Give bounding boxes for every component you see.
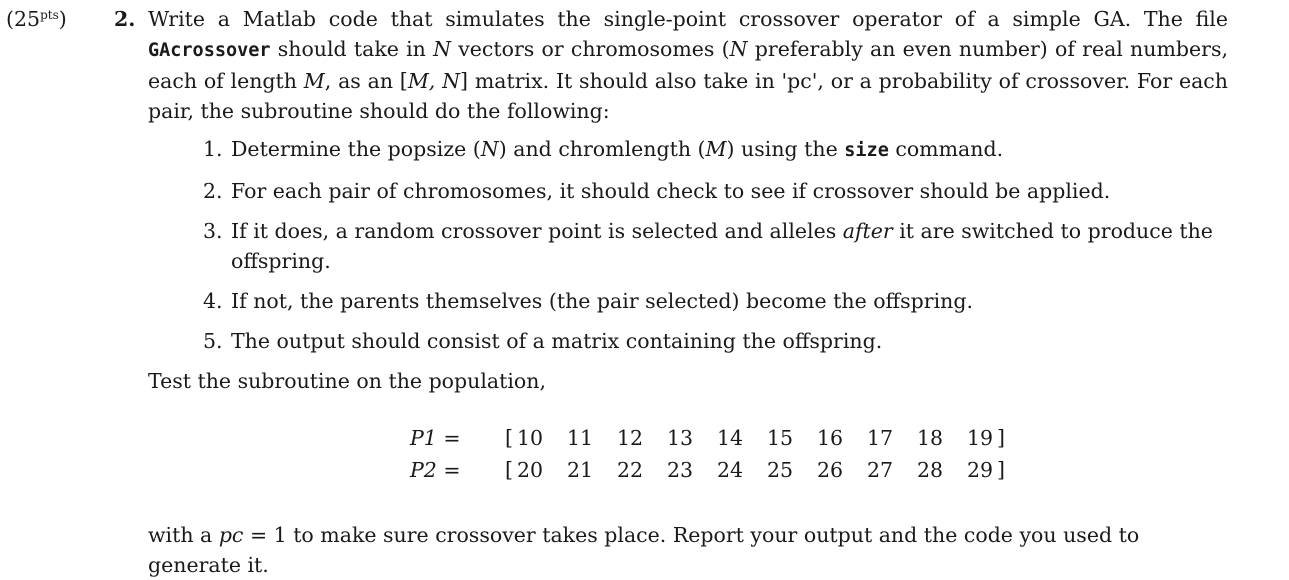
points-label [6, 4, 67, 34]
matrix-cell: 21 [567, 458, 594, 482]
close-bracket: ] [997, 458, 1005, 482]
step-1-text-b: ) and chromlength ( [498, 137, 706, 161]
intro-text-c: vectors or chromosomes ( [451, 37, 730, 61]
intro-text-d: preferably an even number) of real numbers, each of length [148, 37, 1228, 93]
step-3-text-b: it are switched to produce the offspring. [231, 219, 1213, 273]
test-instruction: Test the subroutine on the population, [148, 369, 546, 393]
matrix-cell: 15 [767, 426, 794, 450]
row-label: P2 = [410, 458, 461, 482]
matrix-cell: 10 [517, 426, 544, 450]
step-text: The output should consist of a matrix containing the offspring. [231, 329, 883, 353]
matrix-cell: 20 [517, 458, 544, 482]
population-matrix [410, 422, 1228, 486]
matrix-cell: 12 [617, 426, 644, 450]
row-label: P1 = [410, 426, 461, 450]
step-text: If not, the parents themselves (the pair selected) become the offspring. [231, 289, 973, 313]
question-intro [114, 4, 1228, 126]
closing-instruction [148, 520, 1228, 580]
matrix-cell: 17 [867, 426, 894, 450]
list-item [203, 134, 1228, 166]
var-m: M [303, 69, 325, 93]
points-close: ) [58, 7, 67, 31]
step-text [231, 216, 1228, 276]
steps-list [148, 134, 1228, 356]
var-pc: pc [218, 523, 244, 547]
matrix-cell: 23 [667, 458, 694, 482]
population-row-p2 [410, 454, 1228, 486]
matrix-cell: 11 [567, 426, 594, 450]
matrix-cell: 29 [967, 458, 994, 482]
close-bracket: ] [997, 426, 1005, 450]
matrix-cell: 19 [967, 426, 994, 450]
step-number: 2. [203, 179, 223, 203]
list-item [203, 326, 1228, 356]
matrix-cell: 25 [767, 458, 794, 482]
matrix-cell: 13 [667, 426, 694, 450]
var-n-2: N [729, 37, 748, 61]
row-label-text: P2 [410, 458, 437, 482]
intro-text-b: should take in [270, 37, 434, 61]
closing-text-b: = 1 to make sure crossover takes place. Report your output and the code you used to generate it. [148, 523, 1140, 577]
step-text: For each pair of chromosomes, it should check to see if crossover should be applied. [231, 179, 1111, 203]
step-1-text-a: Determine the popsize ( [231, 137, 481, 161]
step-3-emphasis: after [842, 219, 893, 243]
list-item [203, 216, 1228, 276]
question-number: 2. [114, 7, 136, 31]
intro-text-f: ] matrix. It should also take in 'pc', or a probability of crossover. For each pair, the subroutine should do the following: [148, 69, 1228, 123]
open-bracket: [ [505, 426, 513, 450]
intro-text-e: , as an [ [324, 69, 408, 93]
row-label-text: P1 [410, 426, 437, 450]
matrix-cell: 28 [917, 458, 944, 482]
matrix-cell: 24 [717, 458, 744, 482]
list-item [203, 286, 1228, 316]
step-text [231, 134, 1228, 166]
list-item [203, 176, 1228, 206]
step-number: 4. [203, 289, 223, 313]
size-command: size [844, 140, 889, 161]
points-open: (25 [6, 7, 41, 31]
question-block [114, 4, 1228, 580]
matrix-cell: 27 [867, 458, 894, 482]
step-number: 5. [203, 329, 223, 353]
intro-text-a: Write a Matlab code that simulates the single-point crossover operator of a simple GA. The file [135, 7, 1228, 31]
matrix-cell: 26 [817, 458, 844, 482]
matrix-cell: 18 [917, 426, 944, 450]
population-row-p1 [410, 422, 1228, 454]
step-1-var-n: N [480, 137, 499, 161]
matrix-cell: 22 [617, 458, 644, 482]
var-n: N [433, 37, 452, 61]
step-number: 3. [203, 219, 223, 243]
function-name: GAcrossover [148, 40, 271, 61]
step-number: 1. [203, 137, 223, 161]
open-bracket: [ [505, 458, 513, 482]
var-m-n: M, N [407, 69, 461, 93]
step-3-text-a: If it does, a random crossover point is selected and alleles [231, 219, 843, 243]
matrix-cell: 14 [717, 426, 744, 450]
step-1-text-c: ) using the [726, 137, 845, 161]
matrix-cell: 16 [817, 426, 844, 450]
closing-text-a: with a [148, 523, 219, 547]
step-1-var-m: M [705, 137, 727, 161]
step-1-text-d: command. [888, 137, 1004, 161]
points-superscript: pts [40, 8, 59, 22]
